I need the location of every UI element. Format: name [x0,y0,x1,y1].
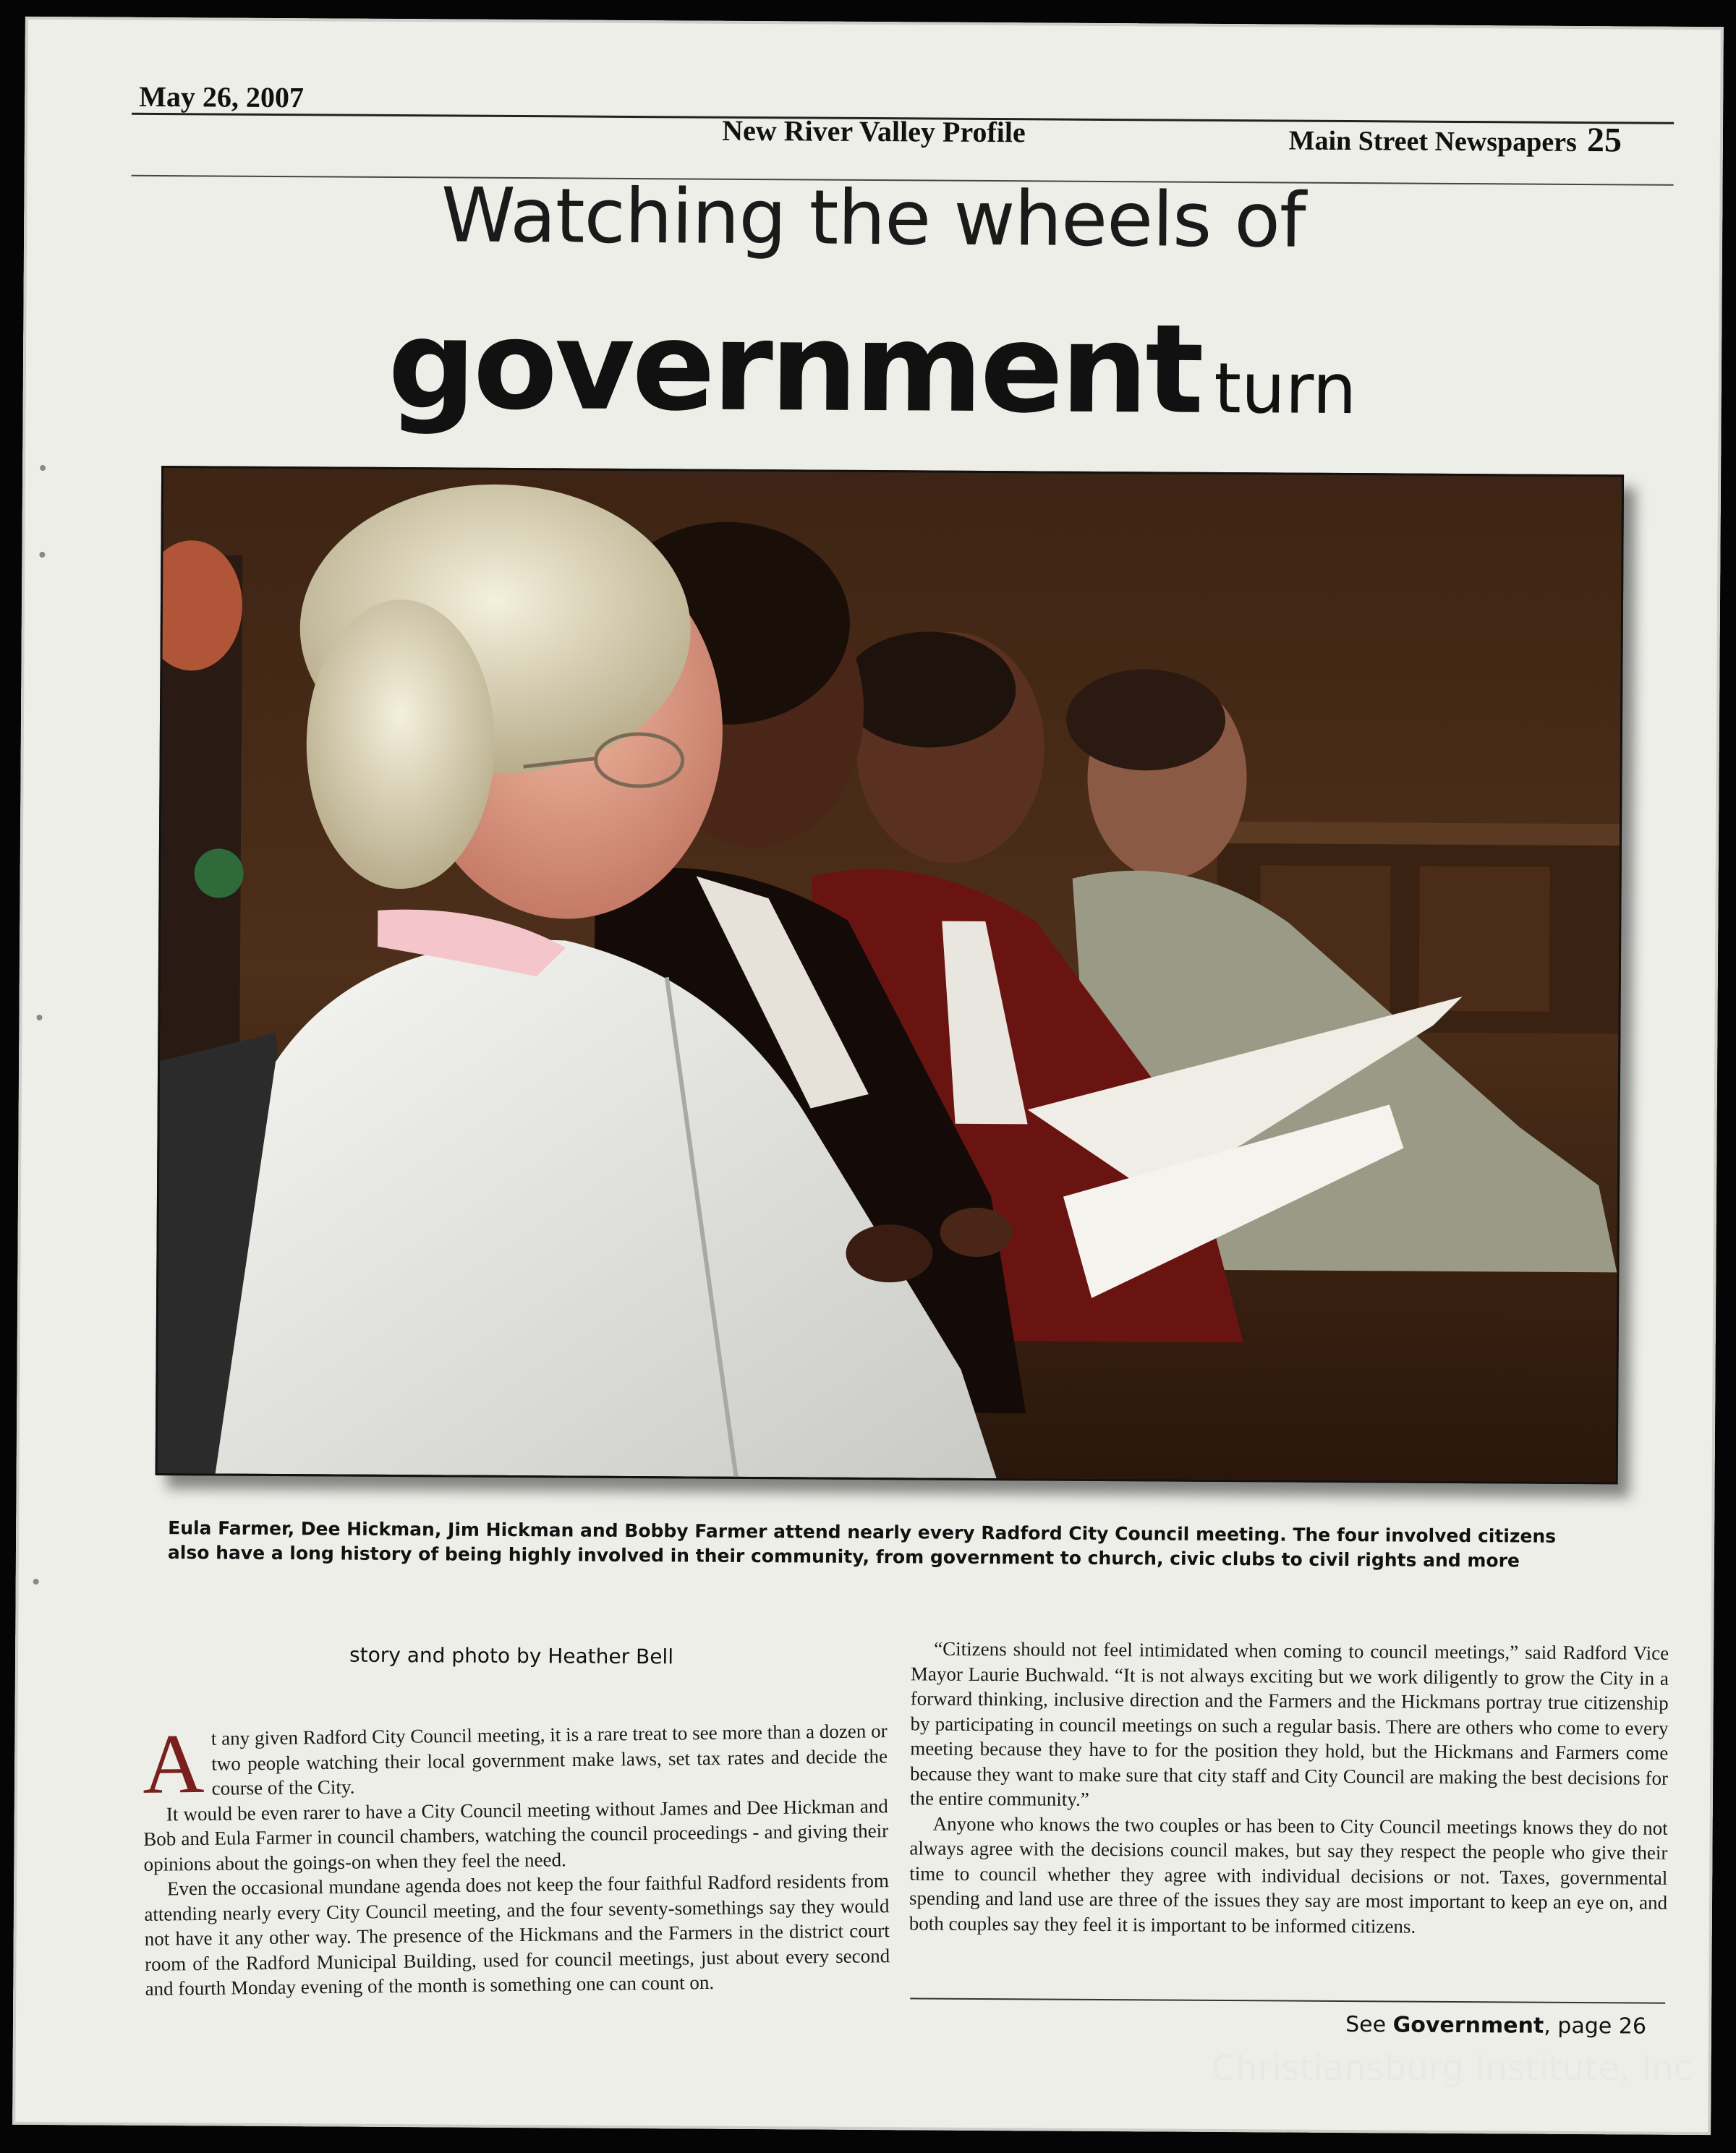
watermark: Christiansburg Institute, Inc [1211,2048,1693,2089]
see-label: See [1345,2012,1387,2038]
page-number: 25 [1586,121,1622,160]
article-paragraph: Even the occasional mundane agenda does not keep the four faithful Radford residents from attending nearly every City Council meeting, and the four seventy-somethings say they would not have it any other way. The presence of the Hickmans and the Farmers in the district court room of the Radford Municipal Building, used for council meetings, just about every second and fourth Monday evening of the month is something one can count on. [144,1870,890,2000]
article-column-left [142,1715,890,2001]
photo-caption: Eula Farmer, Dee Hickman, Jim Hickman and Bobby Farmer attend nearly every Radford City Council meeting. The four involved citizens also have a long history of being highly involved in their community, from government to church, civic clubs to civil rights and more [167,1517,1557,1572]
headline-small-word: turn [1214,347,1357,430]
headline-line-2 [22,291,1722,445]
article-paragraph [142,1715,888,1812]
continuation-line [1345,2012,1646,2039]
see-page: , page 26 [1544,2013,1647,2039]
paper-name [1289,119,1622,161]
see-target: Government [1392,2012,1544,2039]
newspaper-page [12,17,1724,2135]
paragraph-text: t any given Radford City Council meeting, it is a rare treat to see more than a dozen or two people watching their local government make laws, set tax rates and decide the course of the City. [210,1720,888,1799]
feature-photo [156,466,1624,1484]
headline-line-1: Watching the wheels of [441,171,1306,265]
photo-of-four-seated-citizens-icon [158,468,1622,1482]
binding-hole [40,465,46,471]
headline-big-word: government [387,293,1202,442]
article-paragraph: Anyone who knows the two couples or has been to City Council meetings knows they do not always agree with the decisions council makes, but say they respect the people who give their time to council whether they agree with individual decisions or not. Taxes, governmental spending and land use are three of the issues they say are most important to keep an eye on, and both couples say they feel it is important to be informed citizens. [909,1812,1668,1937]
continuation-rule [910,1998,1665,2003]
paper-title: Main Street Newspapers [1288,125,1578,158]
article-paragraph: It would be even rarer to have a City Council meeting without James and Dee Hickman and Bob and Eula Farmer in council chambers, watching the council proceedings - and giving their opinions about the goings-on when they feel the need. [143,1794,889,1875]
binding-hole [39,552,45,558]
byline: story and photo by Heather Bell [349,1642,674,1669]
article-column-right [909,1636,1669,1940]
section-name: New River Valley Profile [722,114,1026,149]
binding-hole [33,1579,39,1585]
issue-date: May 26, 2007 [139,80,305,114]
drop-cap: A [142,1715,205,1812]
article-paragraph: “Citizens should not feel intimidated when coming to council meetings,” said Radford Vice Mayor Laurie Buchwald. “It is not always exciting but we work diligently to grow the City in a forward thinking, inclusive direction and the Farmers and the Hickmans portray true citizenship by participating in council meetings on such a regular basis. There are others who come to every meeting because they have to for the position they hold, but the Hickmans and Farmers come because they want to make sure that city staff and City Council are making the best decisions for the entire community.” [909,1637,1669,1810]
binding-hole [36,1015,42,1020]
